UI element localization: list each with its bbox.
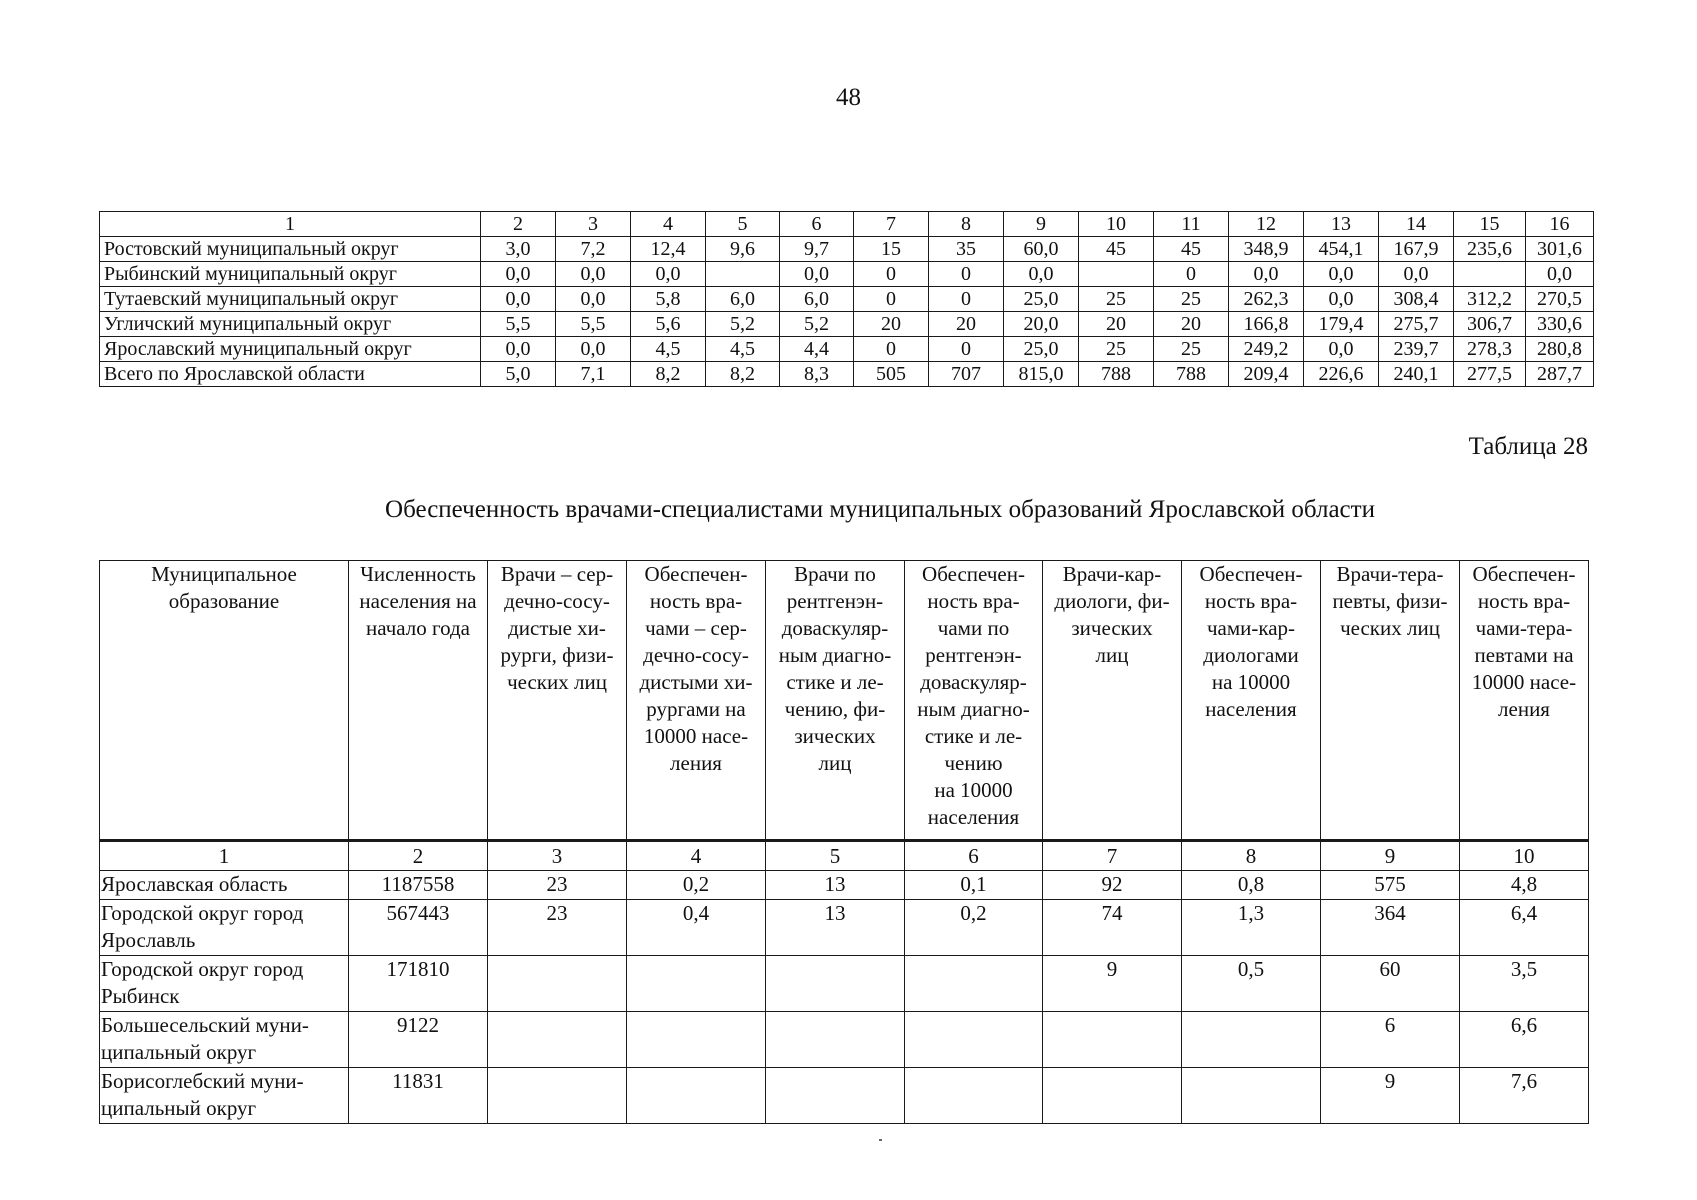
- scan-speck: [879, 1139, 882, 1141]
- cell-text-line: Врачи-кар-: [1062, 562, 1162, 586]
- value-cell: 11831: [349, 1068, 488, 1124]
- cell-text-line: Обеспечен-: [1472, 562, 1576, 586]
- value-cell: 60,0: [1004, 237, 1079, 262]
- value-cell: 815,0: [1004, 362, 1079, 387]
- cell-text-line: Врачи – сер-: [500, 562, 614, 586]
- column-number-cell: 5: [766, 841, 905, 871]
- value-cell: 9: [1321, 1068, 1460, 1124]
- cell-text-line: Борисоглебский муни-: [101, 1069, 304, 1093]
- value-cell: [627, 1012, 766, 1068]
- column-number-row: [100, 841, 1589, 871]
- value-cell: 239,7: [1379, 337, 1454, 362]
- continuation-table: [99, 211, 1594, 387]
- cell-text-line: начало года: [365, 616, 470, 640]
- district-name-cell: Рыбинский муниципальный округ: [100, 262, 481, 287]
- page-number: 48: [836, 84, 861, 111]
- value-cell: [488, 1012, 627, 1068]
- value-cell: 249,2: [1229, 337, 1304, 362]
- column-number-cell: 7: [854, 212, 929, 237]
- value-cell: 167,9: [1379, 237, 1454, 262]
- column-number-cell: 12: [1229, 212, 1304, 237]
- value-cell: 209,4: [1229, 362, 1304, 387]
- value-cell: 6,0: [706, 287, 780, 312]
- column-number-cell: 16: [1526, 212, 1594, 237]
- value-cell: 5,6: [631, 312, 706, 337]
- value-cell: [905, 1012, 1043, 1068]
- table-row: [100, 262, 1594, 287]
- cell-text-line: Врачи-тера-: [1336, 562, 1444, 586]
- cell-text-line: доваскуляр-: [920, 670, 1027, 694]
- table-row: [100, 871, 1589, 900]
- value-cell: 5,2: [706, 312, 780, 337]
- value-cell: 4,5: [706, 337, 780, 362]
- value-cell: [1182, 1068, 1321, 1124]
- value-cell: 25: [1079, 337, 1154, 362]
- cell-text-line: певтами на: [1474, 643, 1574, 667]
- cell-text-line: ность вра-: [649, 589, 743, 613]
- value-cell: 7,2: [556, 237, 631, 262]
- table-label: Таблица 28: [1468, 433, 1588, 460]
- cell-text-line: образование: [168, 589, 280, 613]
- cell-text-line: ческих лиц: [507, 670, 607, 694]
- value-cell: [766, 956, 905, 1012]
- value-cell: 0: [1154, 262, 1229, 287]
- value-cell: 505: [854, 362, 929, 387]
- value-cell: 280,8: [1526, 337, 1594, 362]
- value-cell: 0,1: [905, 871, 1043, 900]
- cell-text-line: Обеспечен-: [1199, 562, 1303, 586]
- cell-text-line: Городской округ город: [101, 957, 304, 981]
- district-name-cell: Угличский муниципальный округ: [100, 312, 481, 337]
- value-cell: 0,0: [481, 262, 556, 287]
- value-cell: 0,0: [481, 337, 556, 362]
- municipality-name-cell: [100, 956, 349, 1012]
- table-row: [100, 1012, 1589, 1068]
- value-cell: 7,6: [1460, 1068, 1589, 1124]
- district-name-cell: Всего по Ярославской области: [100, 362, 481, 387]
- value-cell: 4,4: [780, 337, 854, 362]
- table-28: [99, 560, 1589, 1124]
- cell-text-line: чению: [944, 751, 1003, 775]
- column-header-cell: [1460, 561, 1589, 841]
- cell-text-line: рурги, физи-: [500, 643, 614, 667]
- value-cell: 348,9: [1229, 237, 1304, 262]
- column-header-cell: [766, 561, 905, 841]
- header-row: [100, 212, 1594, 237]
- district-name-cell: Тутаевский муниципальный округ: [100, 287, 481, 312]
- cell-text-line: Городской округ город: [101, 901, 304, 925]
- column-number-cell: 8: [1182, 841, 1321, 871]
- cell-text-line: Обеспечен-: [922, 562, 1025, 586]
- column-header-cell: [100, 561, 349, 841]
- cell-text-line: 10000 насе-: [643, 724, 749, 748]
- value-cell: 5,2: [780, 312, 854, 337]
- value-cell: [766, 1012, 905, 1068]
- value-cell: 0,0: [1304, 287, 1379, 312]
- value-cell: 45: [1154, 237, 1229, 262]
- value-cell: [488, 1068, 627, 1124]
- value-cell: 6,6: [1460, 1012, 1589, 1068]
- value-cell: 454,1: [1304, 237, 1379, 262]
- municipality-name-cell: [100, 1012, 349, 1068]
- cell-text-line: 10000 насе-: [1471, 670, 1577, 694]
- value-cell: 60: [1321, 956, 1460, 1012]
- cell-text-line: дистые хи-: [508, 616, 606, 640]
- column-number-cell: 10: [1079, 212, 1154, 237]
- cell-text-line: дечно-сосу-: [643, 643, 749, 667]
- value-cell: 0,8: [1182, 871, 1321, 900]
- value-cell: 3,0: [481, 237, 556, 262]
- column-number-cell: 6: [905, 841, 1043, 871]
- cell-text-line: населения: [1205, 697, 1297, 721]
- value-cell: 5,0: [481, 362, 556, 387]
- cell-text-line: Рыбинск: [101, 984, 180, 1008]
- cell-text-line: чами по: [937, 616, 1010, 640]
- value-cell: [627, 1068, 766, 1124]
- value-cell: 278,3: [1454, 337, 1526, 362]
- column-number-cell: 8: [929, 212, 1004, 237]
- column-number-cell: 11: [1154, 212, 1229, 237]
- value-cell: 20: [1154, 312, 1229, 337]
- column-header-cell: [627, 561, 766, 841]
- value-cell: 0: [854, 287, 929, 312]
- value-cell: 23: [488, 871, 627, 900]
- value-cell: 179,4: [1304, 312, 1379, 337]
- table-row: [100, 312, 1594, 337]
- column-number-cell: 1: [100, 212, 481, 237]
- value-cell: 20: [854, 312, 929, 337]
- column-header-cell: [1182, 561, 1321, 841]
- cell-text-line: ным диагно-: [917, 697, 1030, 721]
- value-cell: 3,5: [1460, 956, 1589, 1012]
- table-row: [100, 1068, 1589, 1124]
- value-cell: 9,6: [706, 237, 780, 262]
- value-cell: 270,5: [1526, 287, 1594, 312]
- cell-text-line: на 10000: [934, 778, 1013, 802]
- value-cell: 0,0: [1526, 262, 1594, 287]
- column-number-cell: 4: [627, 841, 766, 871]
- cell-text-line: населения на: [359, 589, 477, 613]
- value-cell: 0,0: [1004, 262, 1079, 287]
- cell-text-line: населения: [927, 805, 1020, 829]
- value-cell: 8,3: [780, 362, 854, 387]
- value-cell: 5,8: [631, 287, 706, 312]
- value-cell: 0,0: [1304, 337, 1379, 362]
- table-row: [100, 956, 1589, 1012]
- value-cell: 6: [1321, 1012, 1460, 1068]
- cell-text-line: ным диагно-: [778, 643, 892, 667]
- column-header-cell: [1043, 561, 1182, 841]
- value-cell: [1182, 1012, 1321, 1068]
- value-cell: 25: [1079, 287, 1154, 312]
- value-cell: 8,2: [706, 362, 780, 387]
- cell-text-line: Большесельский муни-: [101, 1013, 309, 1037]
- value-cell: 166,8: [1229, 312, 1304, 337]
- cell-text-line: чами-кар-: [1206, 616, 1296, 640]
- value-cell: 0,2: [627, 871, 766, 900]
- cell-text-line: чению, фи-: [784, 697, 886, 721]
- value-cell: 0,0: [556, 337, 631, 362]
- cell-text-line: дечно-сосу-: [504, 589, 610, 613]
- value-cell: 5,5: [556, 312, 631, 337]
- cell-text-line: ления: [1498, 697, 1550, 721]
- cell-text-line: Муниципальное: [151, 562, 297, 586]
- value-cell: 0: [854, 337, 929, 362]
- value-cell: 6,0: [780, 287, 854, 312]
- column-number-cell: 2: [349, 841, 488, 871]
- cell-text-line: чами – сер-: [645, 616, 747, 640]
- value-cell: 0: [929, 262, 1004, 287]
- cell-text-line: зических: [1071, 616, 1153, 640]
- value-cell: 4,8: [1460, 871, 1589, 900]
- cell-text-line: Обеспечен-: [644, 562, 748, 586]
- value-cell: [706, 262, 780, 287]
- cell-text-line: стике и ле-: [786, 670, 884, 694]
- value-cell: 0: [929, 337, 1004, 362]
- value-cell: 5,5: [481, 312, 556, 337]
- column-number-cell: 6: [780, 212, 854, 237]
- column-number-cell: 2: [481, 212, 556, 237]
- value-cell: 0,0: [1229, 262, 1304, 287]
- cell-text-line: Ярославль: [101, 928, 196, 952]
- value-cell: 240,1: [1379, 362, 1454, 387]
- municipality-name-cell: [100, 900, 349, 956]
- column-header-cell: [488, 561, 627, 841]
- column-number-cell: 7: [1043, 841, 1182, 871]
- column-number-cell: 10: [1460, 841, 1589, 871]
- cell-text-line: чами-тера-: [1475, 616, 1573, 640]
- column-number-cell: 5: [706, 212, 780, 237]
- value-cell: 312,2: [1454, 287, 1526, 312]
- value-cell: 13: [766, 900, 905, 956]
- column-number-cell: 1: [100, 841, 349, 871]
- value-cell: 0,0: [556, 262, 631, 287]
- column-number-cell: 14: [1379, 212, 1454, 237]
- cell-text-line: Врачи по: [794, 562, 876, 586]
- value-cell: [766, 1068, 905, 1124]
- value-cell: 330,6: [1526, 312, 1594, 337]
- value-cell: 226,6: [1304, 362, 1379, 387]
- cell-text-line: ципальный округ: [101, 1040, 257, 1064]
- value-cell: 301,6: [1526, 237, 1594, 262]
- value-cell: 23: [488, 900, 627, 956]
- value-cell: 9: [1043, 956, 1182, 1012]
- column-number-cell: 13: [1304, 212, 1379, 237]
- cell-text-line: рентгенэн-: [925, 643, 1022, 667]
- value-cell: [1043, 1068, 1182, 1124]
- value-cell: 45: [1079, 237, 1154, 262]
- value-cell: 0,0: [631, 262, 706, 287]
- cell-text-line: певты, физи-: [1332, 589, 1448, 613]
- value-cell: 35: [929, 237, 1004, 262]
- value-cell: 308,4: [1379, 287, 1454, 312]
- municipality-name-cell: [100, 1068, 349, 1124]
- column-header-cell: [349, 561, 488, 841]
- value-cell: 1187558: [349, 871, 488, 900]
- district-name-cell: Ярославский муниципальный округ: [100, 337, 481, 362]
- value-cell: 0: [854, 262, 929, 287]
- value-cell: 0,0: [780, 262, 854, 287]
- value-cell: 13: [766, 871, 905, 900]
- value-cell: 707: [929, 362, 1004, 387]
- value-cell: [488, 956, 627, 1012]
- cell-text-line: ческих лиц: [1340, 616, 1440, 640]
- table-row: [100, 337, 1594, 362]
- value-cell: 567443: [349, 900, 488, 956]
- value-cell: 9,7: [780, 237, 854, 262]
- column-number-cell: 4: [631, 212, 706, 237]
- table-row: [100, 287, 1594, 312]
- value-cell: [1079, 262, 1154, 287]
- cell-text-line: Ярославская область: [101, 872, 288, 896]
- table-row: [100, 362, 1594, 387]
- value-cell: 0,4: [627, 900, 766, 956]
- cell-text-line: диологами: [1203, 643, 1299, 667]
- value-cell: 20: [1079, 312, 1154, 337]
- value-cell: 171810: [349, 956, 488, 1012]
- value-cell: 92: [1043, 871, 1182, 900]
- column-header-cell: [905, 561, 1043, 841]
- cell-text-line: зических: [794, 724, 876, 748]
- value-cell: 0,0: [1304, 262, 1379, 287]
- value-cell: 1,3: [1182, 900, 1321, 956]
- value-cell: 0,0: [1379, 262, 1454, 287]
- cell-text-line: лиц: [818, 751, 852, 775]
- cell-text-line: ность вра-: [927, 589, 1020, 613]
- value-cell: 25: [1154, 287, 1229, 312]
- value-cell: 275,7: [1379, 312, 1454, 337]
- cell-text-line: ность вра-: [1477, 589, 1571, 613]
- cell-text-line: на 10000: [1211, 670, 1291, 694]
- column-number-cell: 3: [556, 212, 631, 237]
- value-cell: 0,0: [481, 287, 556, 312]
- cell-text-line: ципальный округ: [101, 1096, 257, 1120]
- value-cell: 6,4: [1460, 900, 1589, 956]
- value-cell: 0,5: [1182, 956, 1321, 1012]
- cell-text-line: ления: [670, 751, 722, 775]
- value-cell: 20,0: [1004, 312, 1079, 337]
- cell-text-line: диологи, фи-: [1054, 589, 1170, 613]
- value-cell: 306,7: [1454, 312, 1526, 337]
- table-row: [100, 237, 1594, 262]
- value-cell: 25: [1154, 337, 1229, 362]
- cell-text-line: лиц: [1095, 643, 1129, 667]
- column-number-cell: 15: [1454, 212, 1526, 237]
- cell-text-line: Численность: [360, 562, 476, 586]
- value-cell: 262,3: [1229, 287, 1304, 312]
- value-cell: 4,5: [631, 337, 706, 362]
- cell-text-line: ность вра-: [1204, 589, 1298, 613]
- table-title: Обеспеченность врачами-специалистами муниципальных образований Ярославской области: [385, 496, 1375, 523]
- cell-text-line: дистыми хи-: [639, 670, 753, 694]
- column-number-cell: 3: [488, 841, 627, 871]
- value-cell: 7,1: [556, 362, 631, 387]
- value-cell: 74: [1043, 900, 1182, 956]
- column-number-cell: 9: [1004, 212, 1079, 237]
- cell-text-line: доваскуляр-: [781, 616, 889, 640]
- value-cell: 277,5: [1454, 362, 1526, 387]
- value-cell: 788: [1079, 362, 1154, 387]
- district-name-cell: Ростовский муниципальный округ: [100, 237, 481, 262]
- header-row: [100, 561, 1589, 841]
- value-cell: 235,6: [1454, 237, 1526, 262]
- value-cell: [1454, 262, 1526, 287]
- cell-text-line: рургами на: [646, 697, 746, 721]
- value-cell: [1043, 1012, 1182, 1068]
- value-cell: 20: [929, 312, 1004, 337]
- municipality-name-cell: [100, 871, 349, 900]
- cell-text-line: стике и ле-: [924, 724, 1023, 748]
- cell-text-line: рентгенэн-: [786, 589, 884, 613]
- value-cell: 788: [1154, 362, 1229, 387]
- value-cell: [905, 956, 1043, 1012]
- value-cell: 287,7: [1526, 362, 1594, 387]
- value-cell: 364: [1321, 900, 1460, 956]
- value-cell: [627, 956, 766, 1012]
- value-cell: 8,2: [631, 362, 706, 387]
- value-cell: 25,0: [1004, 287, 1079, 312]
- value-cell: [905, 1068, 1043, 1124]
- value-cell: 25,0: [1004, 337, 1079, 362]
- value-cell: 9122: [349, 1012, 488, 1068]
- value-cell: 15: [854, 237, 929, 262]
- value-cell: 0,0: [556, 287, 631, 312]
- value-cell: 0,2: [905, 900, 1043, 956]
- column-number-cell: 9: [1321, 841, 1460, 871]
- value-cell: 12,4: [631, 237, 706, 262]
- value-cell: 575: [1321, 871, 1460, 900]
- column-header-cell: [1321, 561, 1460, 841]
- table-row: [100, 900, 1589, 956]
- value-cell: 0: [929, 287, 1004, 312]
